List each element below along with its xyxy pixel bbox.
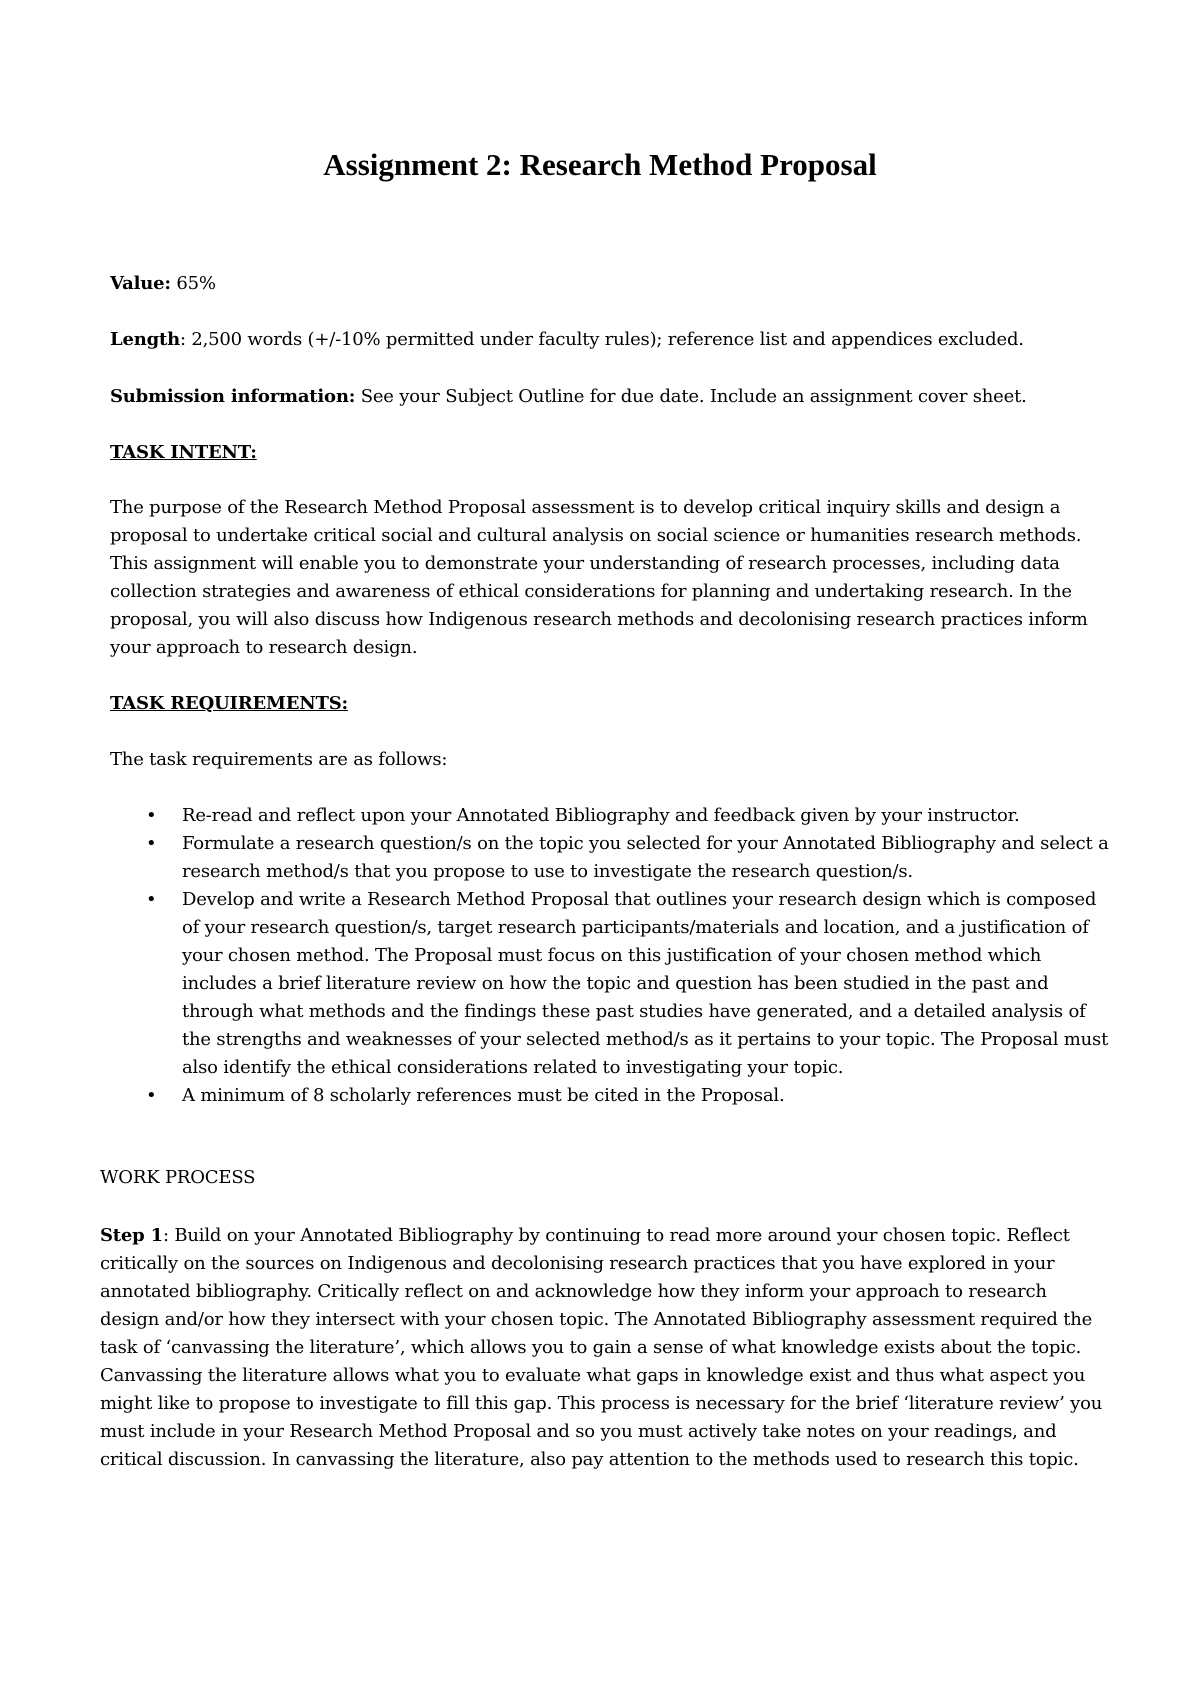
list-item [110, 830, 1110, 886]
task-intent-paragraph: The purpose of the Research Method Proposal assessment is to develop critical inquiry skills and design a proposal to undertake critical social and cultural analysis on social science or humanities research methods. This assignment will enable you to demonstrate your understanding of research processes, including data collection strategies and awareness of ethical considerations for planning and undertaking research. In the proposal, you will also discuss how Indigenous research methods and decolonising research practices inform your approach to research design. [110, 497, 1088, 658]
value-label: Value: [110, 273, 171, 294]
requirements-list [110, 802, 1110, 1110]
work-process-heading: WORK PROCESS [100, 1167, 256, 1188]
bullet-icon: • [146, 889, 157, 910]
list-item [110, 802, 1110, 830]
step-1-label: Step 1 [100, 1225, 163, 1246]
task-requirements-intro: The task requirements are as follows: [110, 749, 448, 770]
list-item-text: Formulate a research question/s on the topic you selected for your Annotated Bibliography and select a research method/s that you propose to use to investigate the research question/s. [182, 833, 1109, 882]
list-item [110, 886, 1110, 1082]
length-text: : 2,500 words (+/-10% permitted under faculty rules); reference list and appendices excluded. [179, 329, 1024, 350]
bullet-icon: • [146, 805, 157, 826]
length-label: Length [110, 329, 180, 350]
list-item-text: Re-read and reflect upon your Annotated Bibliography and feedback given by your instructor. [182, 805, 1020, 826]
bullet-icon: • [146, 833, 157, 854]
bullet-icon: • [146, 1085, 157, 1106]
value-text: 65% [170, 273, 216, 294]
submission-text: See your Subject Outline for due date. Include an assignment cover sheet. [355, 386, 1027, 407]
task-requirements-heading: TASK REQUIREMENTS: [110, 693, 348, 714]
step-1-paragraph [100, 1222, 1110, 1474]
document-title: Assignment 2: Research Method Proposal [323, 147, 877, 182]
list-item-text: Develop and write a Research Method Proposal that outlines your research design which is composed of your research question/s, target research participants/materials and location, and a justification of your chosen method. The Proposal must focus on this justification of your chosen method which includes a brief literature review on how the topic and question has been studied in the past and through what methods and the findings these past studies have generated, and a detailed analysis of the strengths and weaknesses of your selected method/s as it pertains to your topic. The Proposal must also identify the ethical considerations related to investigating your topic. [182, 889, 1109, 1078]
list-item [110, 1082, 1110, 1110]
task-intent-heading: TASK INTENT: [110, 442, 257, 463]
submission-label: Submission information: [110, 386, 356, 407]
step-1-text: : Build on your Annotated Bibliography by continuing to read more around your chosen topic. Reflect critically on the sources on Indigenous and decolonising research practices that you have explored in your annotated bibliography. Critically reflect on and acknowledge how they inform your approach to research design and/or how they intersect with your chosen topic. The Annotated Bibliography assessment required the task of ‘canvassing the literature’, which allows you to gain a sense of what knowledge exists about the topic. Canvassing the literature allows what you to evaluate what gaps in knowledge exist and thus what aspect you might like to propose to investigate to fill this gap. This process is necessary for the brief ‘literature review’ you must include in your Research Method Proposal and so you must actively take notes on your readings, and critical discussion. In canvassing the literature, also pay attention to the methods used to research this topic. [100, 1225, 1103, 1470]
submission-line [110, 383, 1110, 411]
length-line [110, 326, 1110, 354]
value-line [110, 270, 1110, 298]
list-item-text: A minimum of 8 scholarly references must be cited in the Proposal. [182, 1085, 785, 1106]
